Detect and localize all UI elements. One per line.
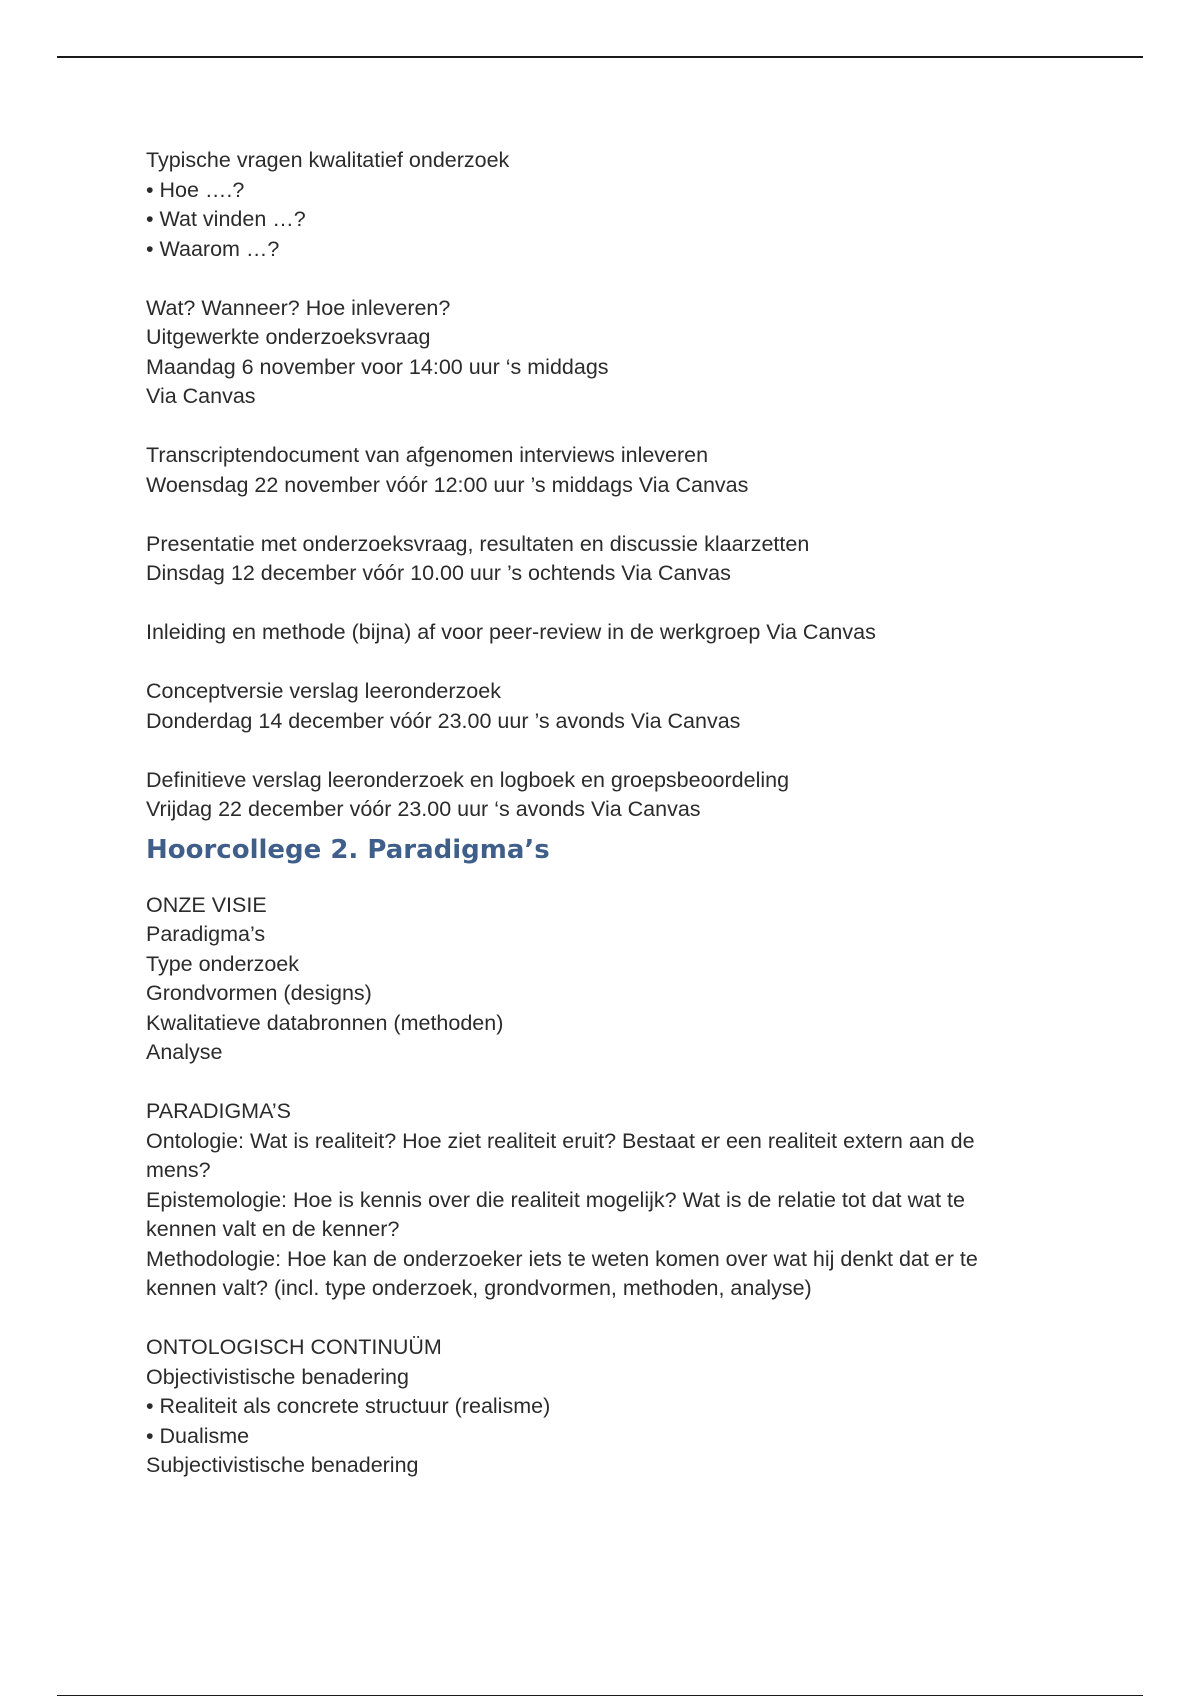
text-line: Maandag 6 november voor 14:00 uur ‘s middags — [146, 354, 609, 379]
section-paradigmas — [146, 1097, 1026, 1304]
text-line: Uitgewerkte onderzoeksvraag — [146, 325, 431, 349]
text-line: Definitieve verslag leeronderzoek en logboek en groepsbeoordeling — [146, 767, 790, 792]
text-line: Woensdag 22 november vóór 12:00 uur ’s middags Via Canvas — [146, 472, 749, 497]
text-line: Subjectivistische benadering — [146, 1453, 419, 1477]
text-line: Dinsdag 12 december vóór 10.00 uur ’s ochtends Via Canvas — [146, 561, 731, 585]
text-line: Presentatie met onderzoeksvraag, resultaten en discussie klaarzetten — [146, 531, 810, 556]
text-line: Wat? Wanneer? Hoe inleveren? — [146, 295, 451, 320]
footer-rule — [57, 1695, 1143, 1696]
list-item: • Waarom …? — [146, 235, 1026, 265]
text-line: Via Canvas — [146, 384, 256, 408]
section-inleiding — [146, 618, 1026, 648]
text-line: Inleiding en methode (bijna) af voor peer-review in de werkgroep Via Canvas — [146, 620, 876, 644]
text-line: Kwalitatieve databronnen (methoden) — [146, 1010, 504, 1035]
list-item: • Realiteit als concrete structuur (realisme) — [146, 1392, 1026, 1422]
section-concept — [146, 677, 1026, 736]
section-title: ONTOLOGISCH CONTINUÜM — [146, 1335, 442, 1359]
section-definitief — [146, 766, 1026, 825]
section-continuum — [146, 1333, 1026, 1481]
section-presentatie — [146, 530, 1026, 589]
list-item: • Hoe ….? — [146, 176, 1026, 206]
section-title: Typische vragen kwalitatief onderzoek — [146, 148, 510, 172]
text-paragraph: Epistemologie: Hoe is kennis over die realiteit mogelijk? Wat is de relatie tot dat wat te kennen valt en de kenner? — [146, 1187, 971, 1241]
section-title: PARADIGMA’S — [146, 1099, 291, 1123]
text-line: Objectivistische benadering — [146, 1364, 409, 1389]
text-line: Grondvormen (designs) — [146, 981, 372, 1005]
page-heading: Hoorcollege 2. Paradigma’s — [146, 834, 550, 865]
text-paragraph: Methodologie: Hoe kan de onderzoeker iets te weten komen over wat hij denkt dat er te kennen valt? (incl. type onderzoek, grondvormen, methoden, analyse) — [146, 1246, 984, 1300]
text-line: Conceptversie verslag leeronderzoek — [146, 679, 501, 703]
section-typische-vragen — [146, 146, 1026, 264]
text-line: Paradigma’s — [146, 922, 266, 946]
section-visie — [146, 891, 1026, 1068]
section-transcript — [146, 441, 1026, 500]
text-paragraph: Ontologie: Wat is realiteit? Hoe ziet realiteit eruit? Bestaat er een realiteit extern aan de mens? — [146, 1128, 981, 1182]
list-item: • Dualisme — [146, 1422, 1026, 1452]
document-body — [146, 146, 1026, 1481]
section-title: ONZE VISIE — [146, 892, 267, 917]
text-line: Vrijdag 22 december vóór 23.00 uur ‘s avonds Via Canvas — [146, 797, 701, 821]
text-line: Type onderzoek — [146, 951, 299, 976]
text-line: Analyse — [146, 1040, 223, 1064]
text-line: Donderdag 14 december vóór 23.00 uur ’s avonds Via Canvas — [146, 708, 741, 733]
text-line: Transcriptendocument van afgenomen interviews inleveren — [146, 443, 709, 467]
list-item: • Wat vinden …? — [146, 205, 1026, 235]
section-inleveren — [146, 294, 1026, 412]
header-rule — [57, 56, 1143, 58]
